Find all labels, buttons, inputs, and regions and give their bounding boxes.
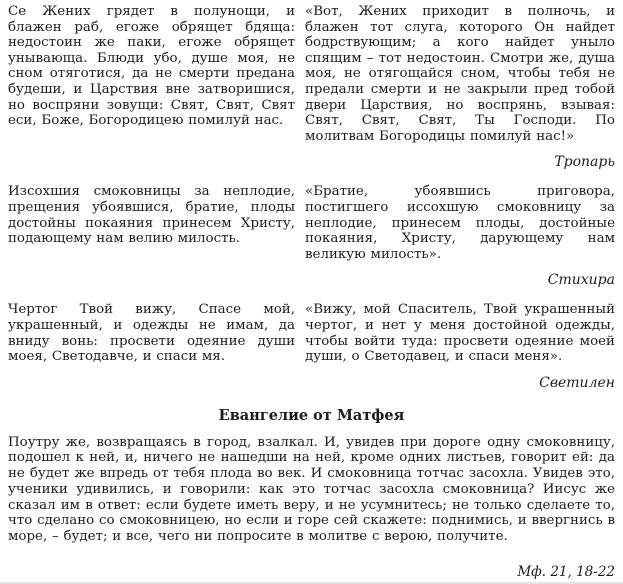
sticheron-russian-translation-text: «Братие, убоявшись приговора, постигшего иссохшую смоковницу за неплодие, принесем плоды, достойные покаяния, Христу, дарующему нам великую милость». bbox=[305, 184, 615, 262]
hymn-section-sticheron bbox=[8, 184, 615, 262]
sticheron-church-slavonic-text: Изсохшия смоковницы за неплодие, прещения убоявшися, братие, плоды достойны покаяния принесем Христу, подающему нам велию милость. bbox=[8, 184, 295, 247]
gospel-passage-text: Поутру же, возвращаясь в город, взалкал. И, увидев при дороге одну смоковницу, подошел к ней, и, ничего не нашедши на ней, кроме одних листьев, говорит ей: да не будет же впредь от тебя плода во век. И смоковница тотчас засохла. Увидев это, ученики удивились, и говорили: как это тотчас засохла смоковница? Иисус же сказал им в ответ: если будете иметь веру, и не усумнитесь; не только сделаете то, что сделано со смоковницею, но если и горе сей скажете: поднимись, и ввергнись в море, – будет; и все, чего ни попросите в молитве с верою, получите. bbox=[8, 434, 615, 544]
exapostilarion-russian-translation-text: «Вижу, мой Спаситель, Твой украшенный чертог, и нет у меня достойной одежды, чтобы войти туда: просвети одеяние моей души, о Светодавец, и спаси меня». bbox=[305, 302, 615, 365]
gospel-citation: Мф. 21, 18-22 bbox=[517, 563, 615, 580]
troparion-russian-translation-text: «Вот, Жених приходит в полночь, и блажен тот слуга, которого Он найдет бодрствующим; а кого найдет уныло спящим – тот недостоин. Смотри же, душа моя, не отягощайся сном, чтобы тебя не предали смерти и не закрыли пред тобой двери Царствия, но воспрянь, взывая: Свят, Свят, Свят, Ты Господи. По молитвам Богородицы помилуй нас!» bbox=[305, 4, 615, 144]
hymn-section-exapostilarion bbox=[8, 302, 615, 364]
hymn-section-troparion bbox=[8, 4, 615, 144]
hymn-label-troparion: Тропарь bbox=[554, 154, 615, 171]
gospel-heading: Евангелие от Матфея bbox=[218, 406, 405, 424]
exapostilarion-church-slavonic-text: Чертог Твой вижу, Спасе мой, украшенный, и одежды не имам, да вниду вонь: просвети одеяние души моея, Светодавче, и спаси мя. bbox=[8, 302, 295, 365]
hymn-label-exapostilarion: Светилен bbox=[539, 374, 615, 391]
troparion-church-slavonic-text: Се Жених грядет в полунощи, и блажен раб, егоже обрящет бдяща: недостоин же паки, егоже обрящет унывающа. Блюди убо, душе моя, не сном отяготися, да не смерти предана будеши, и Царствия вне затворишися, но воспряни зовущи: Свят, Свят, Свят еси, Боже, Богородицею помилуй нас. bbox=[8, 4, 295, 129]
hymn-label-sticheron: Стихира bbox=[547, 272, 615, 289]
